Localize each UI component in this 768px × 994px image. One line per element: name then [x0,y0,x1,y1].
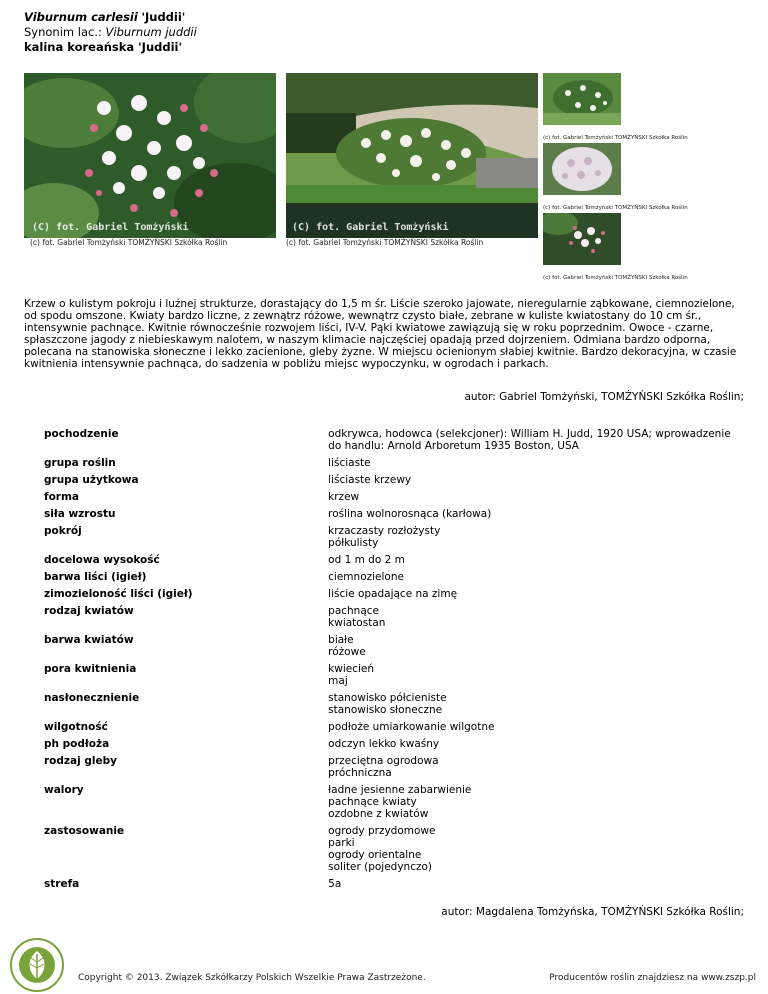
property-value [328,634,744,658]
property-label: nasłonecznienie [44,692,140,704]
polish-name: kalina koreańska 'Juddii' [24,40,183,54]
thumbnail-caption: (c) fot. Gabriel Tomżyński TOMŻYŃSKI Szkółka Roślin [543,275,688,281]
property-value [328,554,744,566]
property-label: rodzaj gleby [44,755,117,767]
property-value-line: białe [328,634,354,646]
property-value [328,721,744,733]
property-value-line: stanowisko półcieniste [328,692,447,704]
flowers-closeup-image [24,73,276,238]
property-row [44,692,744,716]
property-value-line: ogrody orientalne [328,849,422,861]
property-label: barwa kwiatów [44,634,134,646]
property-label: docelowa wysokość [44,554,160,566]
property-value [328,825,744,873]
property-label: forma [44,491,79,503]
thumbnail-caption: (c) fot. Gabriel Tomżyński TOMŻYŃSKI Szkółka Roślin [543,205,688,211]
property-label: grupa roślin [44,457,116,469]
properties-table [44,428,744,895]
property-row [44,525,744,549]
property-value-line: stanowisko słoneczne [328,704,443,716]
photo-garden-shrub[interactable] [286,73,538,238]
property-value [328,755,744,779]
property-value-line: soliter (pojedynczo) [328,861,433,873]
property-value-line: roślina wolnorosnąca (karłowa) [328,508,492,520]
property-value [328,663,744,687]
photo-caption: (c) fot. Gabriel Tomżyński TOMŻYŃSKI Szkółka Roślin [286,238,484,247]
property-row [44,663,744,687]
property-row [44,428,744,452]
property-value [328,428,744,452]
property-row [44,825,744,873]
property-row [44,457,744,469]
property-value [328,508,744,520]
property-value-line: parki [328,837,355,849]
property-label: zimozieloność liści (igieł) [44,588,193,600]
property-value [328,588,744,600]
property-label: ph podłoża [44,738,110,750]
property-row [44,878,744,890]
property-value [328,605,744,629]
thumbnail-1[interactable] [543,73,621,125]
garden-shrub-image [286,73,538,238]
zszp-logo [8,938,66,992]
property-label: walory [44,784,84,796]
property-value [328,525,744,549]
synonym-label: Synonim lac.: [24,25,102,39]
property-value-line: liściaste [328,457,371,469]
property-row [44,721,744,733]
property-row [44,605,744,629]
property-value [328,474,744,486]
property-value [328,738,744,750]
property-value-line: półkulisty [328,537,379,549]
property-row [44,588,744,600]
property-value-line: liście opadające na zimę [328,588,458,600]
property-value-line: pachnące kwiaty [328,796,417,808]
property-row [44,491,744,503]
property-row [44,508,744,520]
property-row [44,554,744,566]
property-value [328,571,744,583]
property-value-line: różowe [328,646,366,658]
property-label: barwa liści (igieł) [44,571,147,583]
property-row [44,755,744,779]
property-row [44,474,744,486]
property-label: grupa użytkowa [44,474,139,486]
property-value [328,692,744,716]
thumbnail-2-image [543,143,621,195]
thumbnail-1-image [543,73,621,125]
property-label: pokrój [44,525,82,537]
property-value-line: podłoże umiarkowanie wilgotne [328,721,495,733]
photo-flowers-closeup[interactable] [24,73,276,238]
thumbnail-2[interactable] [543,143,621,195]
property-row [44,571,744,583]
property-row [44,738,744,750]
property-value-line: krzew [328,491,360,503]
property-label: siła wzrostu [44,508,116,520]
thumbnail-3[interactable] [543,213,621,265]
property-value [328,784,744,820]
property-value-line: od 1 m do 2 m [328,554,405,566]
property-value-line: ozdobne z kwiatów [328,808,429,820]
property-row [44,784,744,820]
plant-description: Krzew o kulistym pokroju i luźnej strukturze, dorastający do 1,5 m śr. Liście szeroko jajowate, nieregularnie ząbkowane, ciemnozielone, od spodu omszone. Kwiaty bardzo liczne, z zewnątrz różowe, wewnątrz czysto białe, zebrane w kuliste kwiatostany do 10 cm śr., intensywnie pachnące. Kwitnie równocześnie rozwojem liści, IV-V. Pąki kwiatowe zawiązują się w roku poprzednim. Owoce - czarne, spłaszczone jagody z niebieskawym nalotem, w naszym klimacie najczęściej opadają przed dojrzeniem. Odmiana bardzo odporna, polecana na stanowiska słoneczne i lekko zacienione, gleby żyzne. W miejscu ocienionym słabiej kwitnie. Bardzo dekoracyjna, w czasie kwitnienia intensywnie pachnąca, do sadzenia w pobliżu miejsc wypoczynku, w ogrodach i parkach. [24,298,737,370]
property-label: strefa [44,878,80,890]
property-label: rodzaj kwiatów [44,605,134,617]
property-value [328,491,744,503]
property-label: pochodzenie [44,428,119,440]
property-value-line: pachnące [328,605,380,617]
property-value-line: próchniczna [328,767,392,779]
property-value-line: ładne jesienne zabarwienie [328,784,472,796]
property-value-line: przeciętna ogrodowa [328,755,439,767]
photo-caption: (c) fot. Gabriel Tomżyński TOMŻYŃSKI Szkółka Roślin [30,238,228,247]
property-label: pora kwitnienia [44,663,137,675]
footer-copyright: Copyright © 2013. Związek Szkółkarzy Polskich Wszelkie Prawa Zastrzeżone. [78,973,426,983]
thumbnail-caption: (c) fot. Gabriel Tomżyński TOMŻYŃSKI Szkółka Roślin [543,135,688,141]
property-value-line: ogrody przydomowe [328,825,436,837]
synonym-value: Viburnum juddii [105,25,197,39]
description-author: autor: Gabriel Tomżyński, TOMŻYŃSKI Szkółka Roślin; [464,391,744,403]
thumbnail-3-image [543,213,621,265]
photo-watermark: (C) fot. Gabriel Tomżyński [32,222,189,233]
plant-header [24,10,197,55]
property-value-line: ciemnozielone [328,571,404,583]
property-value-line: 5a [328,878,342,890]
photo-watermark: (C) fot. Gabriel Tomżyński [292,222,449,233]
property-value-line: liściaste krzewy [328,474,412,486]
property-row [44,634,744,658]
property-value-line: kwiatostan [328,617,386,629]
property-value [328,878,744,890]
property-value-line: maj [328,675,348,687]
footer-link-text[interactable]: Producentów roślin znajdziesz na www.zszp.pl [549,973,756,983]
property-value-line: odkrywca, hodowca (selekcjoner): William H. Judd, 1920 USA; wprowadzenie do handlu: Arnold Arboretum 1935 Boston, USA [328,428,731,452]
cultivar-name: 'Juddii' [141,10,186,24]
property-label: wilgotność [44,721,108,733]
property-value-line: kwiecień [328,663,375,675]
property-value-line: krzaczasty rozłożysty [328,525,441,537]
property-value-line: odczyn lekko kwaśny [328,738,440,750]
property-value [328,457,744,469]
properties-author: autor: Magdalena Tomżyńska, TOMŻYŃSKI Szkółka Roślin; [441,906,744,918]
property-label: zastosowanie [44,825,125,837]
latin-name: Viburnum carlesii [24,10,138,24]
